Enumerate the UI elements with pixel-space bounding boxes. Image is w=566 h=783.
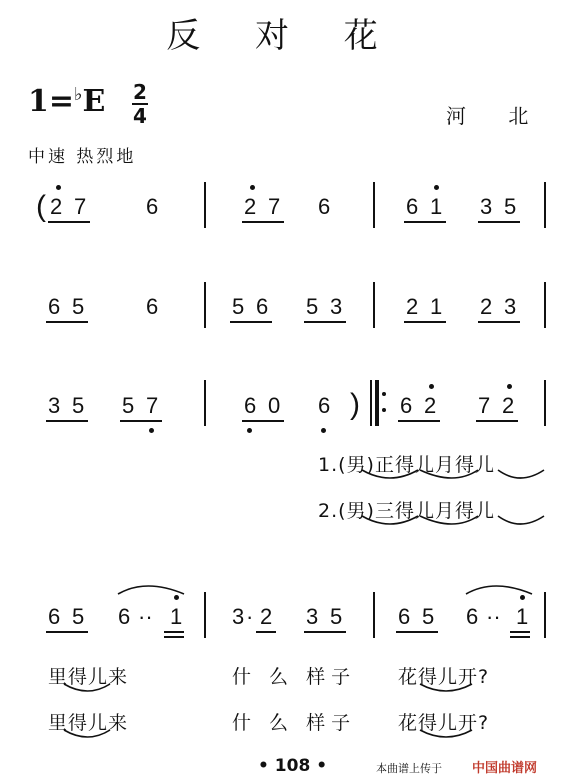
- note: 5: [72, 294, 85, 319]
- lyric-v1-a: 里得儿来: [48, 666, 129, 688]
- lyric-v2-b: 什 么 样子: [232, 712, 357, 734]
- song-title: 反 对 花: [166, 16, 400, 56]
- note: 3: [330, 294, 343, 319]
- note: 3: [48, 393, 61, 418]
- key-prefix: 1=: [28, 84, 75, 119]
- note: 5: [122, 393, 135, 418]
- note: 6: [400, 393, 413, 418]
- note: 1: [430, 194, 443, 219]
- note: 1: [170, 604, 183, 629]
- note: 1: [430, 294, 443, 319]
- note: 6: [244, 393, 257, 418]
- note: 5: [306, 294, 319, 319]
- lyric-v2-a: 里得儿来: [48, 712, 129, 734]
- note: 2: [406, 294, 419, 319]
- note: 2: [244, 194, 257, 219]
- note: 7: [146, 393, 159, 418]
- note: 6: [146, 294, 159, 319]
- key-note: E: [82, 84, 106, 119]
- note: 1: [516, 604, 529, 629]
- note: 7: [74, 194, 87, 219]
- note: 6: [256, 294, 269, 319]
- time-bottom: 4: [133, 104, 147, 128]
- note: 6: [398, 604, 411, 629]
- note: 6: [48, 604, 61, 629]
- note: 0: [268, 393, 281, 418]
- flat-sign: ♭: [74, 84, 83, 105]
- origin-label: 河 北: [446, 104, 547, 128]
- note: 5: [72, 393, 85, 418]
- lyric-v2-c: 花得儿开?: [398, 712, 490, 734]
- page-number: • 108 •: [258, 756, 328, 776]
- note: 6: [406, 194, 419, 219]
- note: ··: [486, 604, 501, 629]
- note: 6: [466, 604, 479, 629]
- lyric-intro-verse2: 2.(男)三得儿月得儿: [318, 500, 495, 522]
- note: 2: [502, 393, 515, 418]
- note: 6: [318, 194, 331, 219]
- note: 7: [268, 194, 281, 219]
- note: 6: [318, 393, 331, 418]
- note: 5: [504, 194, 517, 219]
- note: 2: [50, 194, 63, 219]
- lyric-v1-c: 花得儿开?: [398, 666, 490, 688]
- note: 5: [422, 604, 435, 629]
- lyric-v1-b: 什 么 样子: [232, 666, 357, 688]
- note: 6: [48, 294, 61, 319]
- note: 5: [330, 604, 343, 629]
- note: 5: [72, 604, 85, 629]
- site-logo: 中国曲谱网: [472, 761, 538, 776]
- note: 2: [424, 393, 437, 418]
- note: 3: [232, 604, 245, 629]
- note: 2: [480, 294, 493, 319]
- note: 5: [232, 294, 245, 319]
- note: 3: [504, 294, 517, 319]
- time-top: 2: [133, 80, 147, 104]
- note: 6: [146, 194, 159, 219]
- lyric-intro-verse1: 1.(男)正得儿月得儿: [318, 454, 495, 476]
- upload-credit: 本曲谱上传于: [376, 762, 442, 775]
- open-paren: (: [36, 190, 46, 223]
- note: 3: [480, 194, 493, 219]
- note: ··: [138, 604, 153, 629]
- tempo-marking: 中速 热烈地: [28, 147, 137, 167]
- note: ·: [246, 604, 254, 629]
- note: 3: [306, 604, 319, 629]
- note: 7: [478, 393, 491, 418]
- note: 6: [118, 604, 131, 629]
- note: 2: [260, 604, 273, 629]
- close-paren: ): [350, 388, 360, 421]
